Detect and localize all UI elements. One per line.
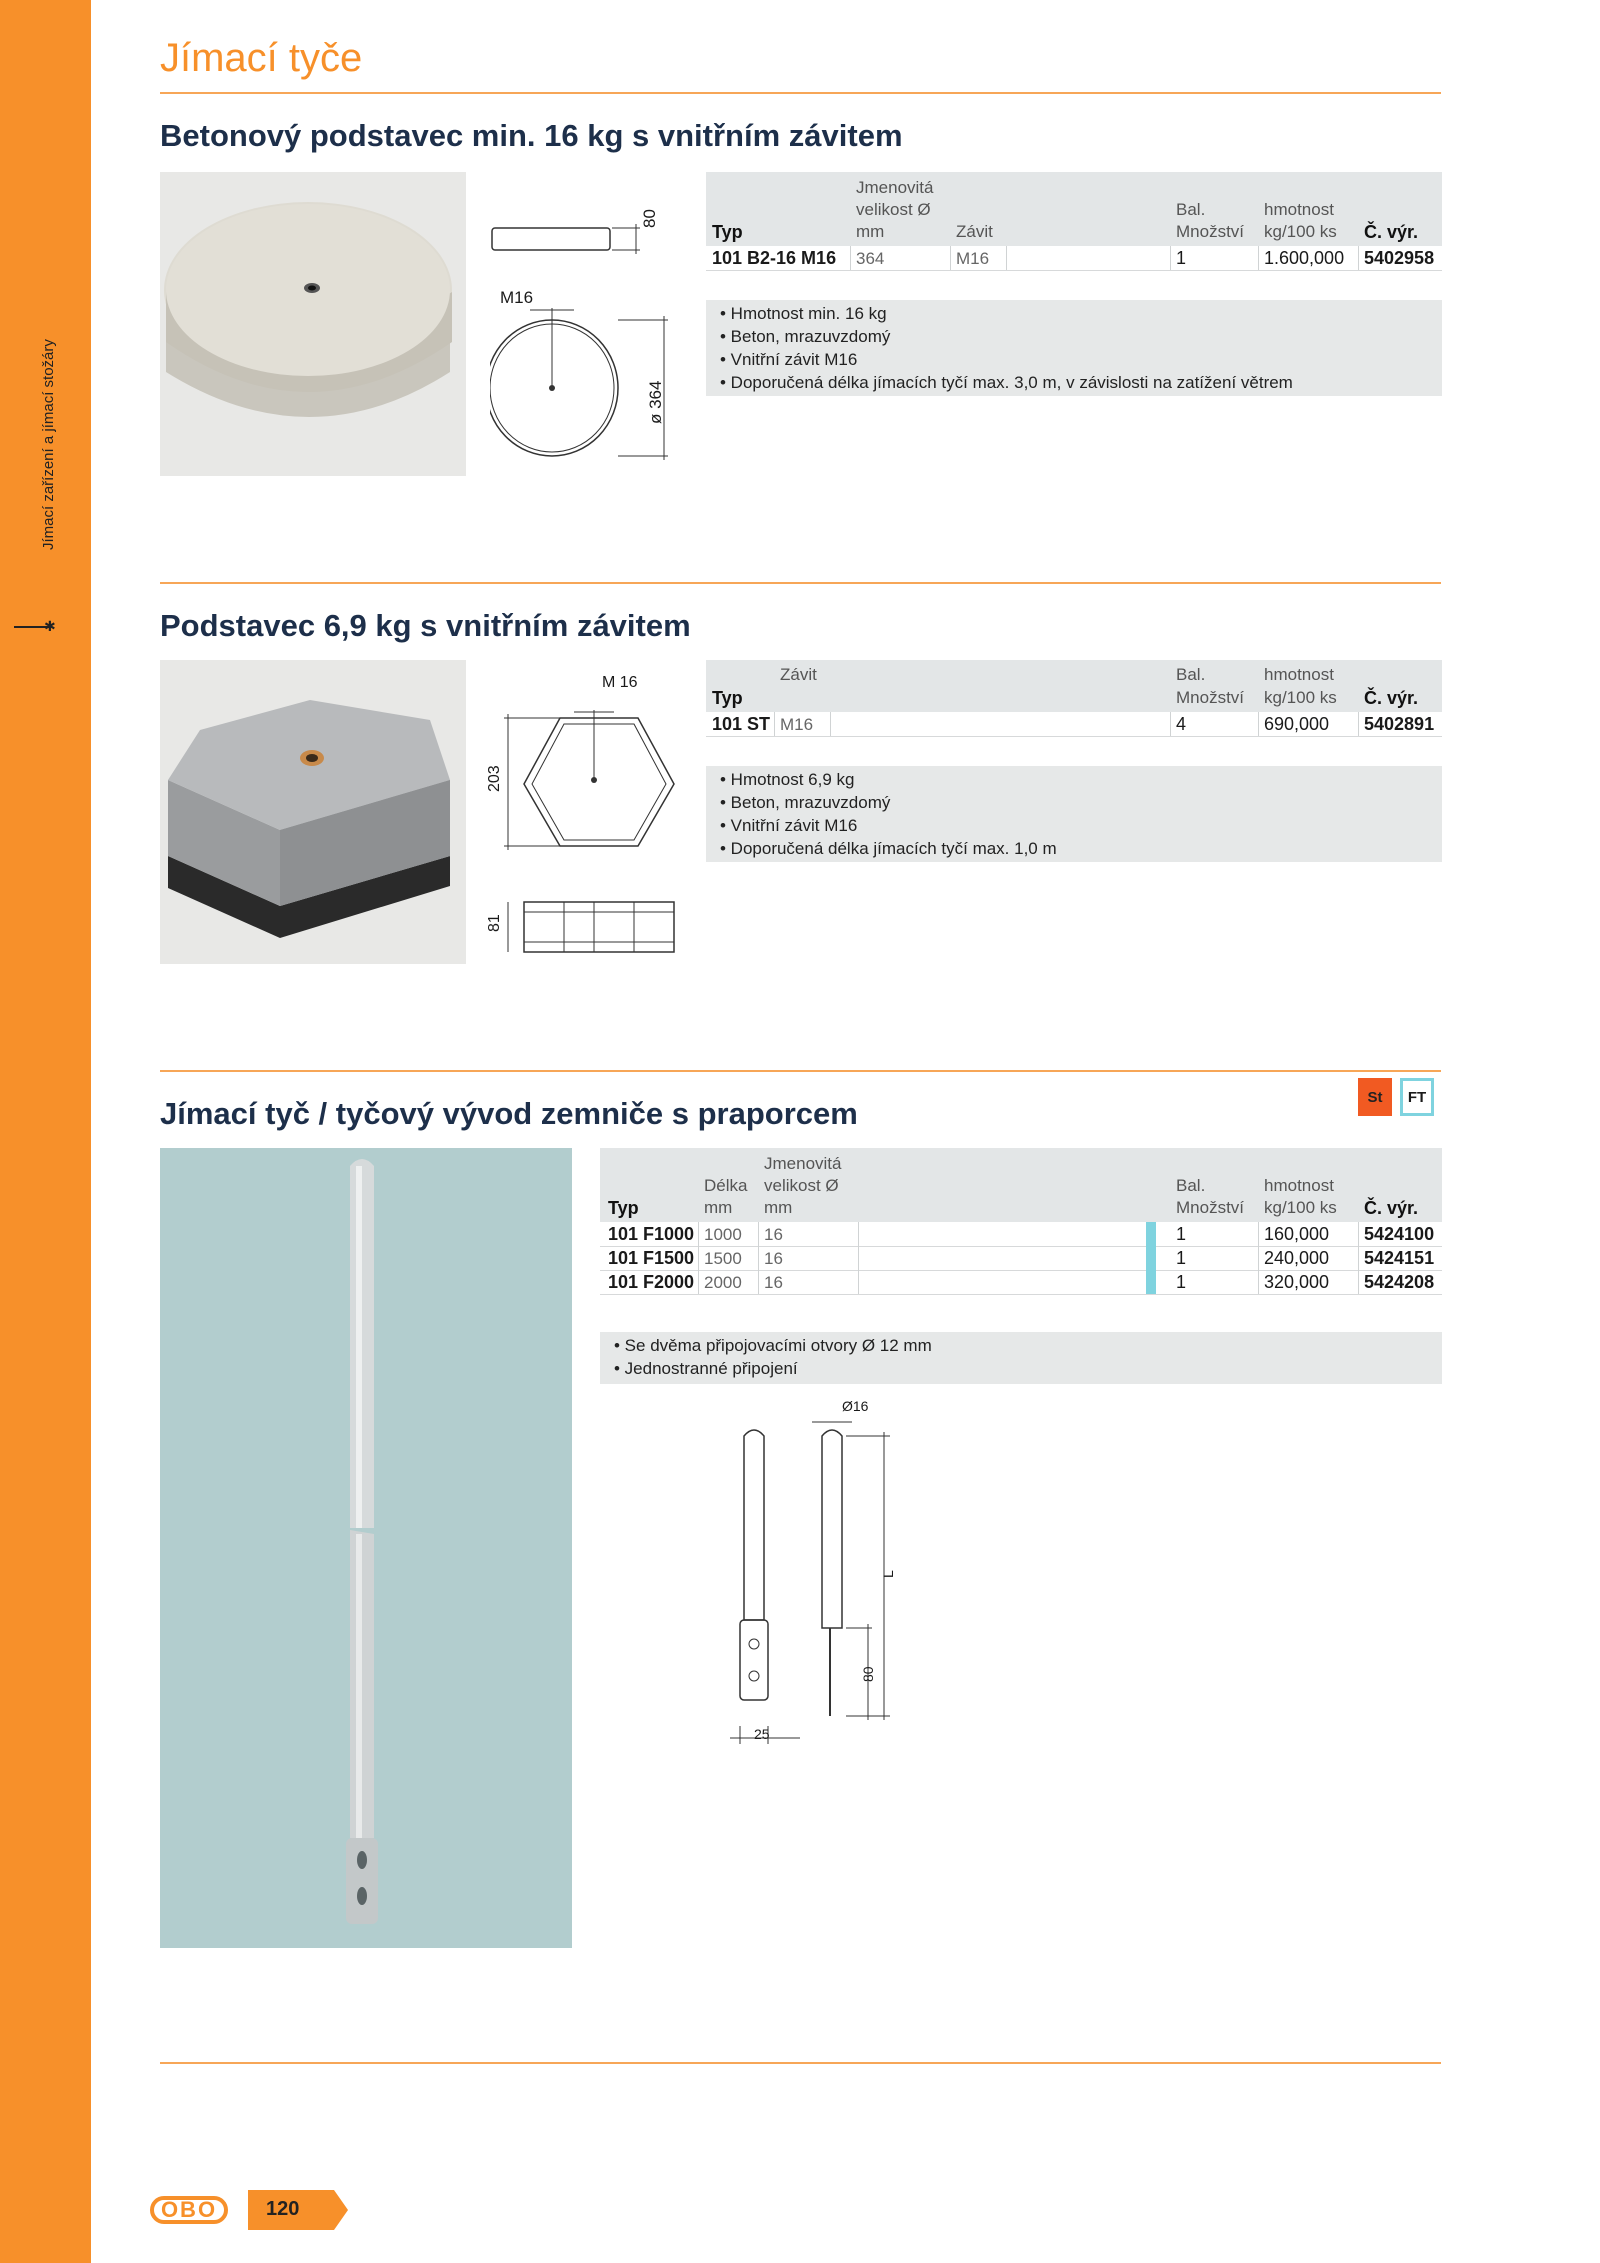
cell-typ: 101 F1000 xyxy=(608,1224,695,1244)
dim-height-label: 80 xyxy=(640,209,659,228)
cell-article: 5402958 xyxy=(1364,248,1435,268)
cell-length: 1500 xyxy=(704,1249,742,1268)
dim-width-label: 203 xyxy=(486,765,503,792)
section-divider xyxy=(160,2062,1441,2064)
section-divider xyxy=(160,582,1441,584)
feature-item: • Se dvěma připojovacími otvory Ø 12 mm xyxy=(614,1336,932,1355)
cell-article: 5424208 xyxy=(1364,1272,1435,1292)
material-badge-ft: FT xyxy=(1400,1078,1434,1116)
header-size-unit: mm xyxy=(856,222,885,241)
cell-weight: 690,000 xyxy=(1264,714,1330,734)
feature-item: • Vnitřní závit M16 xyxy=(720,816,858,835)
dim-flag-label: 80 xyxy=(860,1666,876,1682)
page-number-tab xyxy=(248,2190,348,2230)
header-length: Délka xyxy=(704,1176,748,1195)
feature-item: • Jednostranné připojení xyxy=(614,1359,798,1378)
header-bal: Bal. xyxy=(1176,1176,1206,1195)
cell-thread: M16 xyxy=(956,249,990,268)
cell-qty: 1 xyxy=(1176,1224,1187,1244)
cell-length: 1000 xyxy=(704,1225,742,1244)
cell-size: 16 xyxy=(764,1273,783,1292)
section-1-photo xyxy=(160,172,466,476)
cell-typ: 101 ST xyxy=(712,714,771,734)
feature-item: • Hmotnost min. 16 kg xyxy=(720,304,887,323)
section-2-photo xyxy=(160,660,466,964)
header-weight: hmotnost xyxy=(1264,1176,1334,1195)
header-size-unit: mm xyxy=(764,1198,793,1217)
feature-item: • Hmotnost 6,9 kg xyxy=(720,770,855,789)
header-typ: Typ xyxy=(712,688,743,708)
dim-thread-label: M16 xyxy=(500,288,534,307)
dim-thread-label: M 16 xyxy=(602,674,638,691)
sidebar-label: Jímací zařízení a jímací stožáry xyxy=(40,339,57,550)
section-2-features xyxy=(706,766,1442,862)
section-3-table xyxy=(600,1148,1442,1298)
lightning-rod-icon: ✱ xyxy=(44,618,56,634)
header-qty: Množství xyxy=(1176,222,1245,241)
cell-weight: 160,000 xyxy=(1264,1224,1330,1244)
section-1-table xyxy=(706,172,1442,272)
section-1-features xyxy=(706,300,1442,396)
cell-size: 364 xyxy=(856,249,885,268)
dim-height-label: 81 xyxy=(486,914,503,932)
table-row xyxy=(706,246,1442,271)
obo-logo: OBO xyxy=(150,2196,228,2224)
cell-qty: 1 xyxy=(1176,248,1187,268)
cell-weight: 320,000 xyxy=(1264,1272,1330,1292)
cell-weight: 240,000 xyxy=(1264,1248,1330,1268)
header-thread: Závit xyxy=(780,665,817,684)
cell-article: 5424100 xyxy=(1364,1224,1435,1244)
section-1-title: Betonový podstavec min. 16 kg s vnitřním závitem xyxy=(160,118,903,153)
table-row xyxy=(600,1246,1442,1271)
section-3-photo xyxy=(160,1148,572,1948)
header-length-unit: mm xyxy=(704,1198,733,1217)
cell-size: 16 xyxy=(764,1225,783,1244)
header-size: Jmenovitá xyxy=(856,178,934,197)
header-article: Č. výr. xyxy=(1364,1198,1419,1218)
section-1-drawing xyxy=(490,200,680,470)
dim-width-label: 25 xyxy=(754,1726,770,1742)
feature-item: • Vnitřní závit M16 xyxy=(720,350,858,369)
section-2-drawing xyxy=(490,680,690,970)
cell-typ: 101 B2-16 M16 xyxy=(712,248,837,268)
dim-length-label: L xyxy=(880,1570,896,1578)
section-2-title: Podstavec 6,9 kg s vnitřním závitem xyxy=(160,608,691,643)
cell-qty: 1 xyxy=(1176,1272,1187,1292)
header-thread: Závit xyxy=(956,222,993,241)
feature-item: • Beton, mrazuvzdomý xyxy=(720,327,891,346)
cell-article: 5402891 xyxy=(1364,714,1435,734)
header-bal: Bal. xyxy=(1176,200,1206,219)
header-article: Č. výr. xyxy=(1364,222,1419,242)
dim-diameter-label: ø 364 xyxy=(646,380,665,424)
dim-diameter-label: Ø16 xyxy=(842,1398,869,1414)
feature-item: • Beton, mrazuvzdomý xyxy=(720,793,891,812)
header-qty: Množství xyxy=(1176,1198,1245,1217)
header-weight-unit: kg/100 ks xyxy=(1264,222,1337,241)
header-weight: hmotnost xyxy=(1264,665,1334,684)
section-3-title: Jímací tyč / tyčový vývod zemniče s praporcem xyxy=(160,1096,858,1131)
header-typ: Typ xyxy=(608,1198,639,1218)
cell-typ: 101 F2000 xyxy=(608,1272,695,1292)
header-weight-unit: kg/100 ks xyxy=(1264,688,1337,707)
cell-thread: M16 xyxy=(780,715,814,734)
material-badge-st: St xyxy=(1358,1078,1392,1116)
cell-qty: 4 xyxy=(1176,714,1187,734)
section-3-features xyxy=(600,1332,1442,1384)
table-row xyxy=(600,1270,1442,1295)
ft-marker xyxy=(1146,1222,1156,1294)
section-2-table xyxy=(706,660,1442,736)
header-size-mid: velikost Ø xyxy=(764,1176,839,1195)
header-weight-unit: kg/100 ks xyxy=(1264,1198,1337,1217)
table-row xyxy=(706,712,1442,737)
feature-item: • Doporučená délka jímacích tyčí max. 1,0 m xyxy=(720,839,1057,858)
cell-typ: 101 F1500 xyxy=(608,1248,695,1268)
cell-size: 16 xyxy=(764,1249,783,1268)
page-title: Jímací tyče xyxy=(160,36,363,80)
cell-length: 2000 xyxy=(704,1273,742,1292)
feature-item: • Doporučená délka jímacích tyčí max. 3,0 m, v závislosti na zatížení větrem xyxy=(720,373,1293,392)
title-divider xyxy=(160,92,1441,94)
cell-qty: 1 xyxy=(1176,1248,1187,1268)
section-divider xyxy=(160,1070,1441,1072)
header-size: Jmenovitá xyxy=(764,1154,842,1173)
cell-article: 5424151 xyxy=(1364,1248,1435,1268)
header-weight: hmotnost xyxy=(1264,200,1334,219)
page-number: 120 xyxy=(266,2198,300,2220)
table-row xyxy=(600,1222,1442,1247)
header-qty: Množství xyxy=(1176,688,1245,707)
header-typ: Typ xyxy=(712,222,743,242)
header-size-mid: velikost Ø xyxy=(856,200,931,219)
header-article: Č. výr. xyxy=(1364,688,1419,708)
header-bal: Bal. xyxy=(1176,665,1206,684)
cell-weight: 1.600,000 xyxy=(1264,248,1345,268)
